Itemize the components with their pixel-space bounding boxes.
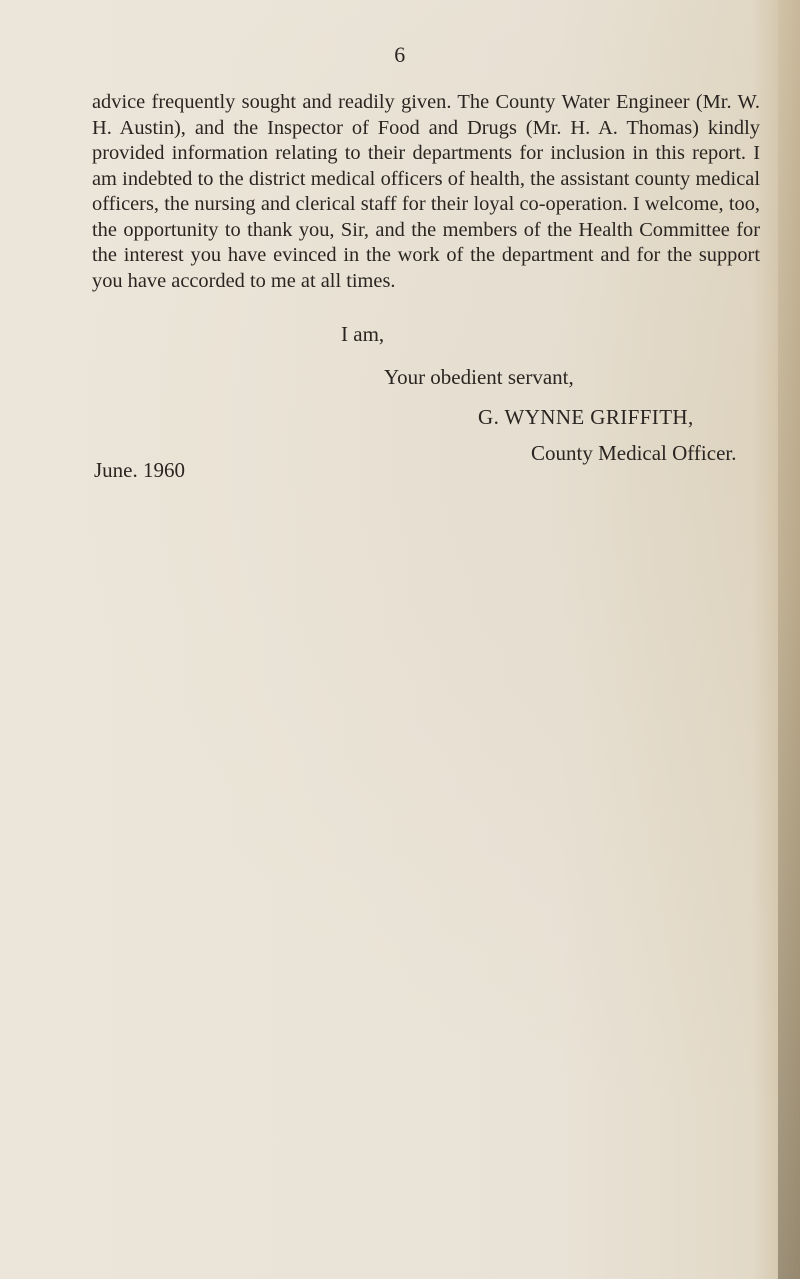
signoff-line: Your obedient servant, [384,365,574,389]
document-date: June. 1960 [94,458,185,482]
signature-name: G. WYNNE GRIFFITH, [478,405,694,429]
signature-title: County Medical Officer. [531,441,737,465]
page-edge-stain [778,0,800,1279]
page-number: 6 [394,42,406,67]
body-paragraph: advice frequently sought and readily given. The County Water Engineer (Mr. W. H. Austin), and the Inspector of Food and Drugs (Mr. H. A. Thomas) kindly provided information relating to their departments for inclusion in this report. I am indebted to the district medical officers of health, the assistant county medical officers, the nursing and clerical staff for their loyal co-operation. I welcome, too, the opportunity to thank you, Sir, and the members of the Health Committee for the interest you have evinced in the work of the department and for the support you have accorded to me at all times. [92,91,760,292]
closing-line: I am, [341,322,385,346]
